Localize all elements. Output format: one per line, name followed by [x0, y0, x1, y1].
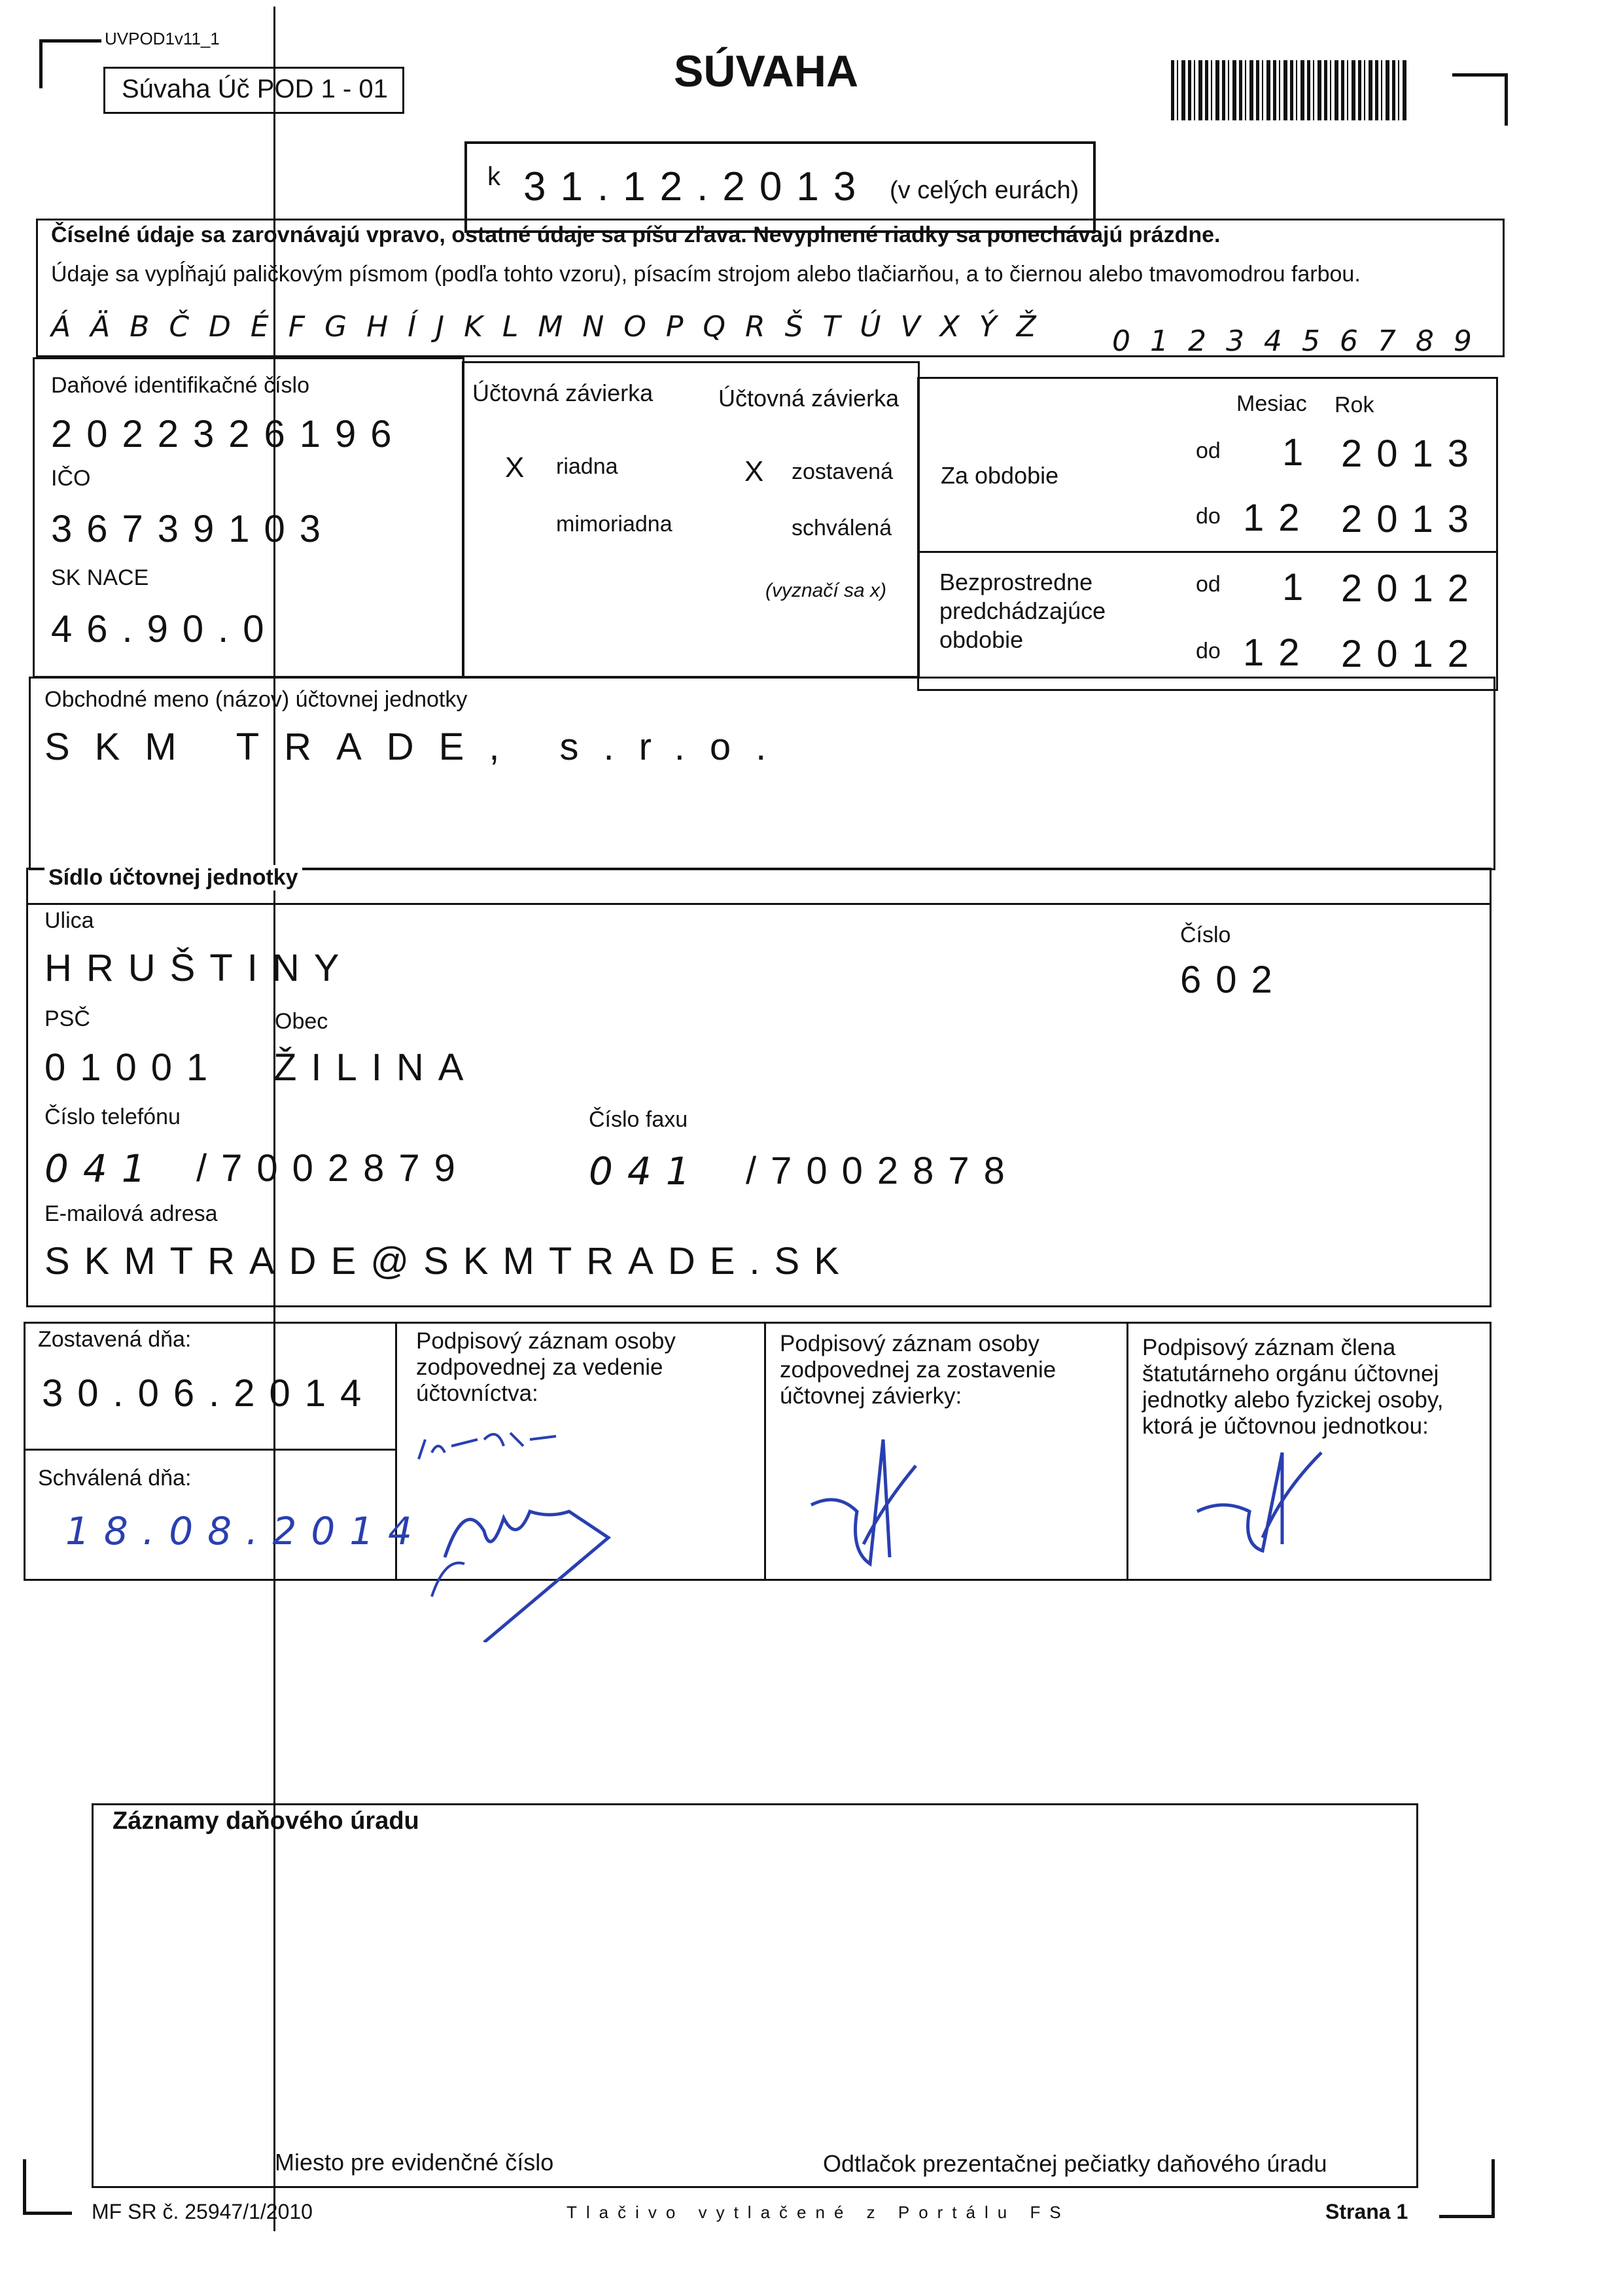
page-number: Strana 1: [1325, 2200, 1408, 2223]
cur-do-year: 2013: [1341, 498, 1484, 540]
telefon-label: Číslo telefónu: [44, 1104, 181, 1129]
prev-do-label: do: [1196, 639, 1221, 663]
schvalena-label: schválená: [792, 516, 892, 540]
zostavena-date: 30.06.2014: [42, 1372, 376, 1415]
footer-center: Tlačivo vytlačené z Portálu FS: [567, 2202, 1070, 2222]
address-section-title: Sídlo účtovnej jednotky: [44, 865, 302, 891]
ico-label: IČO: [51, 466, 91, 491]
company-name-label: Obchodné meno (názov) účtovnej jednotky: [44, 687, 468, 712]
email-value: SKMTRADE@SKMTRADE.SK: [44, 1240, 854, 1282]
tax-office-box: [92, 1803, 1418, 2188]
dic-value: 2022326196: [51, 413, 406, 455]
sample-digits: 0 1 2 3 4 5 6 7 8 9: [1112, 325, 1477, 358]
company-name: SKM TRADE, s.r.o.: [44, 726, 792, 768]
signature-statutory: [1191, 1446, 1335, 1577]
dic-label: Daňové identifikačné číslo: [51, 373, 310, 398]
sig3-label: Podpisový záznam člena štatutárneho orgánu účtovnej jednotky alebo fyzickej osoby, ktorá je účtovnou jednotkou:: [1142, 1335, 1444, 1439]
rok-label: Rok: [1335, 393, 1374, 417]
prev-od-label: od: [1196, 572, 1221, 597]
cur-do-label: do: [1196, 504, 1221, 529]
cislo-value: 602: [1180, 959, 1287, 1001]
corner-mark-top-right: [1452, 73, 1508, 126]
prev-do-year: 2012: [1341, 633, 1484, 675]
psc-label: PSČ: [44, 1006, 90, 1031]
sample-letters: Á Ä B Č D É F G H Í J K L M N O P Q R Š T Ú V X Ý Ž: [51, 310, 1041, 344]
corner-mark-top-left: [39, 39, 101, 88]
ulica-value: HRUŠTINY: [44, 947, 354, 989]
zavierka-col2-title: Účtovná závierka: [718, 385, 899, 412]
sig2-label: Podpisový záznam osoby zodpovednej za zostavenie účtovnej závierky:: [780, 1331, 1056, 1409]
stamp-label: Odtlačok prezentačnej pečiatky daňového úradu: [823, 2150, 1327, 2177]
email-label: E-mailová adresa: [44, 1201, 218, 1226]
instructions-line-1: Číselné údaje sa zarovnávajú vpravo, ostatné údaje sa píšu zľava. Nevyplnené riadky sa ponechávajú prázdne.: [51, 222, 1221, 247]
prev-do-month: 12: [1243, 631, 1314, 674]
zostavena-label: zostavená: [792, 459, 893, 484]
zavierka-col1-title: Účtovná závierka: [472, 380, 654, 406]
cur-od-month: 1: [1282, 431, 1318, 474]
balance-date: 31.12.2013: [523, 164, 871, 209]
date-prefix: k: [487, 162, 500, 191]
instructions-line-2: Údaje sa vypĺňajú paličkovým písmom (podľa tohto vzoru), písacím strojom alebo tlačiarňou, a to čiernou alebo tmavomodrou farbou.: [51, 262, 1361, 287]
nace-value: 46.90.0: [51, 608, 279, 650]
cur-od-year: 2013: [1341, 433, 1484, 475]
mimoriadna-label: mimoriadna: [556, 512, 672, 537]
fax-prefix: 041: [589, 1149, 705, 1193]
dates-divider: [24, 1449, 395, 1451]
cur-do-month: 12: [1243, 497, 1314, 539]
ico-value: 36739103: [51, 508, 336, 550]
sig1-label: Podpisový záznam osoby zodpovednej za vedenie účtovníctva:: [416, 1328, 676, 1406]
riadna-label: riadna: [556, 454, 618, 479]
tax-office-title: Záznamy daňového úradu: [113, 1807, 419, 1835]
fax-value: /7002878: [746, 1150, 1019, 1192]
period-divider: [917, 551, 1498, 553]
ulica-label: Ulica: [44, 908, 94, 933]
zavierka-note: (vyznačí sa x): [765, 580, 887, 601]
prev-od-year: 2012: [1341, 567, 1484, 610]
evid-number-label: Miesto pre evidenčné číslo: [275, 2149, 554, 2176]
signature-preparer: [798, 1426, 942, 1583]
zostavena-date-label: Zostavená dňa:: [38, 1327, 192, 1352]
zostavena-mark[interactable]: X: [744, 455, 764, 487]
page-title: SÚVAHA: [674, 46, 859, 96]
form-id-text: Súvaha Úč POD 1 - 01: [122, 75, 388, 103]
signature-accountant: [406, 1400, 680, 1642]
schvalena-date-label: Schválená dňa:: [38, 1466, 192, 1491]
fax-label: Číslo faxu: [589, 1107, 688, 1132]
sig-divider-2: [764, 1322, 766, 1581]
za-obdobie-label: Za obdobie: [941, 462, 1059, 489]
schvalena-date: 18.08.2014: [65, 1509, 427, 1553]
footer-left: MF SR č. 25947/1/2010: [92, 2200, 313, 2223]
prev-od-month: 1: [1282, 566, 1318, 609]
obec-label: Obec: [275, 1009, 328, 1034]
mesiac-label: Mesiac: [1236, 391, 1307, 416]
cur-od-label: od: [1196, 438, 1221, 463]
obec-value: ŽILINA: [273, 1046, 478, 1089]
psc-value: 01001: [44, 1046, 222, 1089]
cislo-label: Číslo: [1180, 923, 1231, 947]
barcode: [1171, 60, 1406, 120]
telefon-value: /7002879: [196, 1147, 470, 1190]
corner-mark-bottom-left: [23, 2159, 72, 2215]
sig-divider-3: [1126, 1322, 1128, 1581]
currency-unit: (v celých eurách): [890, 177, 1079, 204]
nace-label: SK NACE: [51, 565, 149, 590]
prev-period-label: Bezprostredne predchádzajúce obdobie: [939, 569, 1106, 653]
form-code: UVPOD1v11_1: [105, 29, 220, 48]
address-header-line: [26, 903, 1492, 905]
corner-mark-bottom-right: [1439, 2159, 1495, 2218]
telefon-prefix: 041: [44, 1146, 160, 1191]
riadna-mark[interactable]: X: [505, 451, 525, 484]
